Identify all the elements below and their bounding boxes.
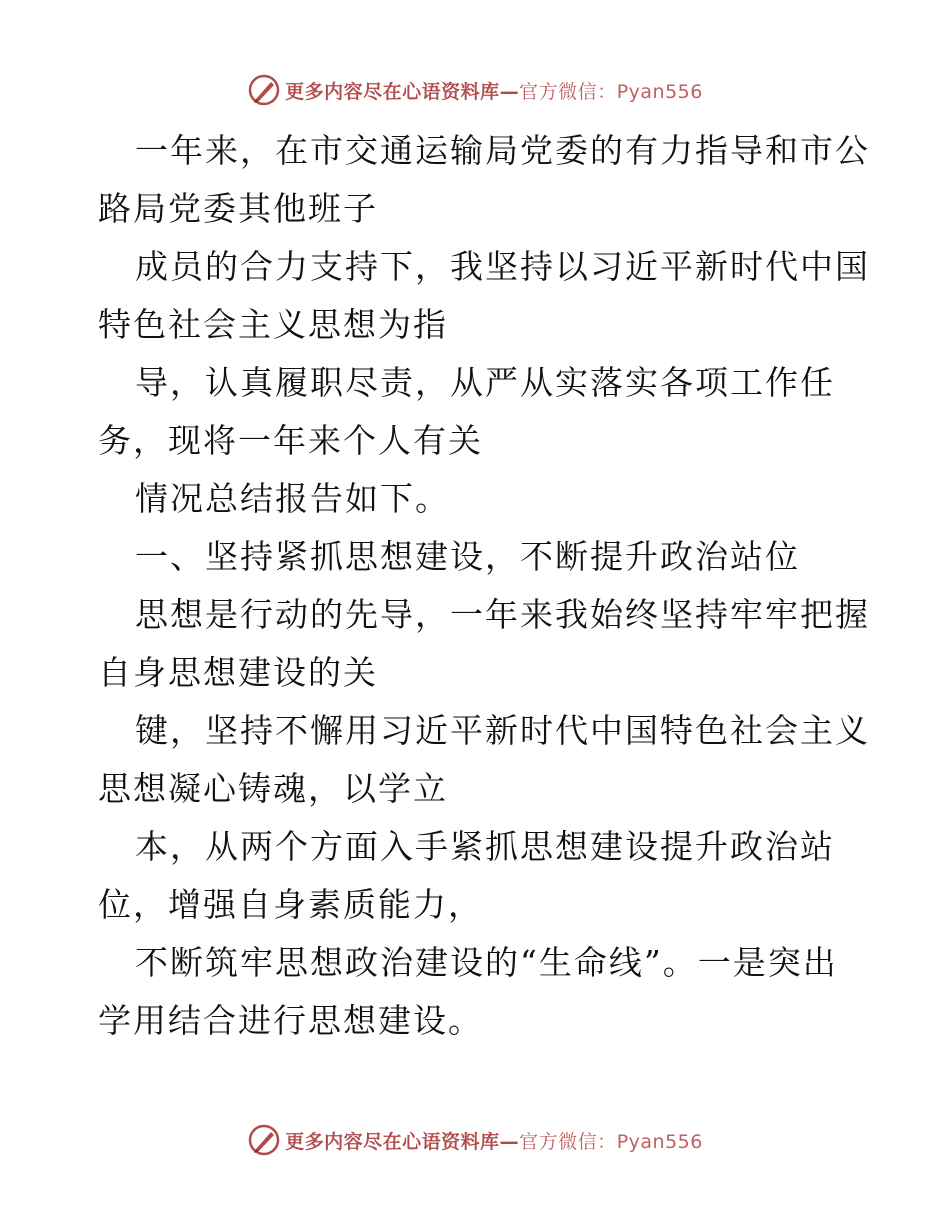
paragraph-line: 导，认真履职尽责，从严从实落实各项工作任	[135, 363, 835, 402]
paragraph-line: 一年来，在市交通运输局党委的有力指导和市公	[135, 131, 870, 170]
watermark-wechat-label: 官方微信：	[519, 80, 617, 103]
paragraph-line: 不断筑牢思想政治建设的“生命线”。一是突出	[135, 943, 838, 982]
footer-watermark	[0, 1118, 950, 1162]
watermark-wechat-id: Pyan556	[616, 1130, 703, 1153]
paragraph-line: 特色社会主义思想为指	[98, 305, 448, 344]
paragraph-line: 位，增强自身素质能力，	[98, 885, 483, 924]
paragraph-line: 务，现将一年来个人有关	[98, 421, 483, 460]
pen-circle-logo-icon	[247, 73, 281, 107]
document-body	[98, 122, 870, 1050]
section-heading: 一、坚持紧抓思想建设，不断提升政治站位	[135, 537, 800, 576]
paragraph-line: 情况总结报告如下。	[135, 479, 450, 518]
paragraph-line: 路局党委其他班子	[98, 189, 378, 228]
watermark-wechat-id: Pyan556	[616, 80, 703, 103]
paragraph-line: 思想凝心铸魂，以学立	[98, 769, 448, 808]
paragraph-line: 思想是行动的先导，一年来我始终坚持牢牢把握	[135, 595, 870, 634]
paragraph-line: 自身思想建设的关	[98, 653, 378, 692]
paragraph-line: 键，坚持不懈用习近平新时代中国特色社会主义	[135, 711, 870, 750]
watermark-wechat-label: 官方微信：	[519, 1130, 617, 1153]
paragraph-line: 学用结合进行思想建设。	[98, 1001, 483, 1040]
watermark-brand-text: 更多内容尽在心语资料库—	[285, 1130, 520, 1153]
paragraph-line: 本，从两个方面入手紧抓思想建设提升政治站	[135, 827, 835, 866]
watermark-brand-text: 更多内容尽在心语资料库—	[285, 80, 520, 103]
pen-circle-logo-icon	[247, 1123, 281, 1157]
paragraph-line: 成员的合力支持下，我坚持以习近平新时代中国	[135, 247, 870, 286]
header-watermark	[0, 68, 950, 112]
